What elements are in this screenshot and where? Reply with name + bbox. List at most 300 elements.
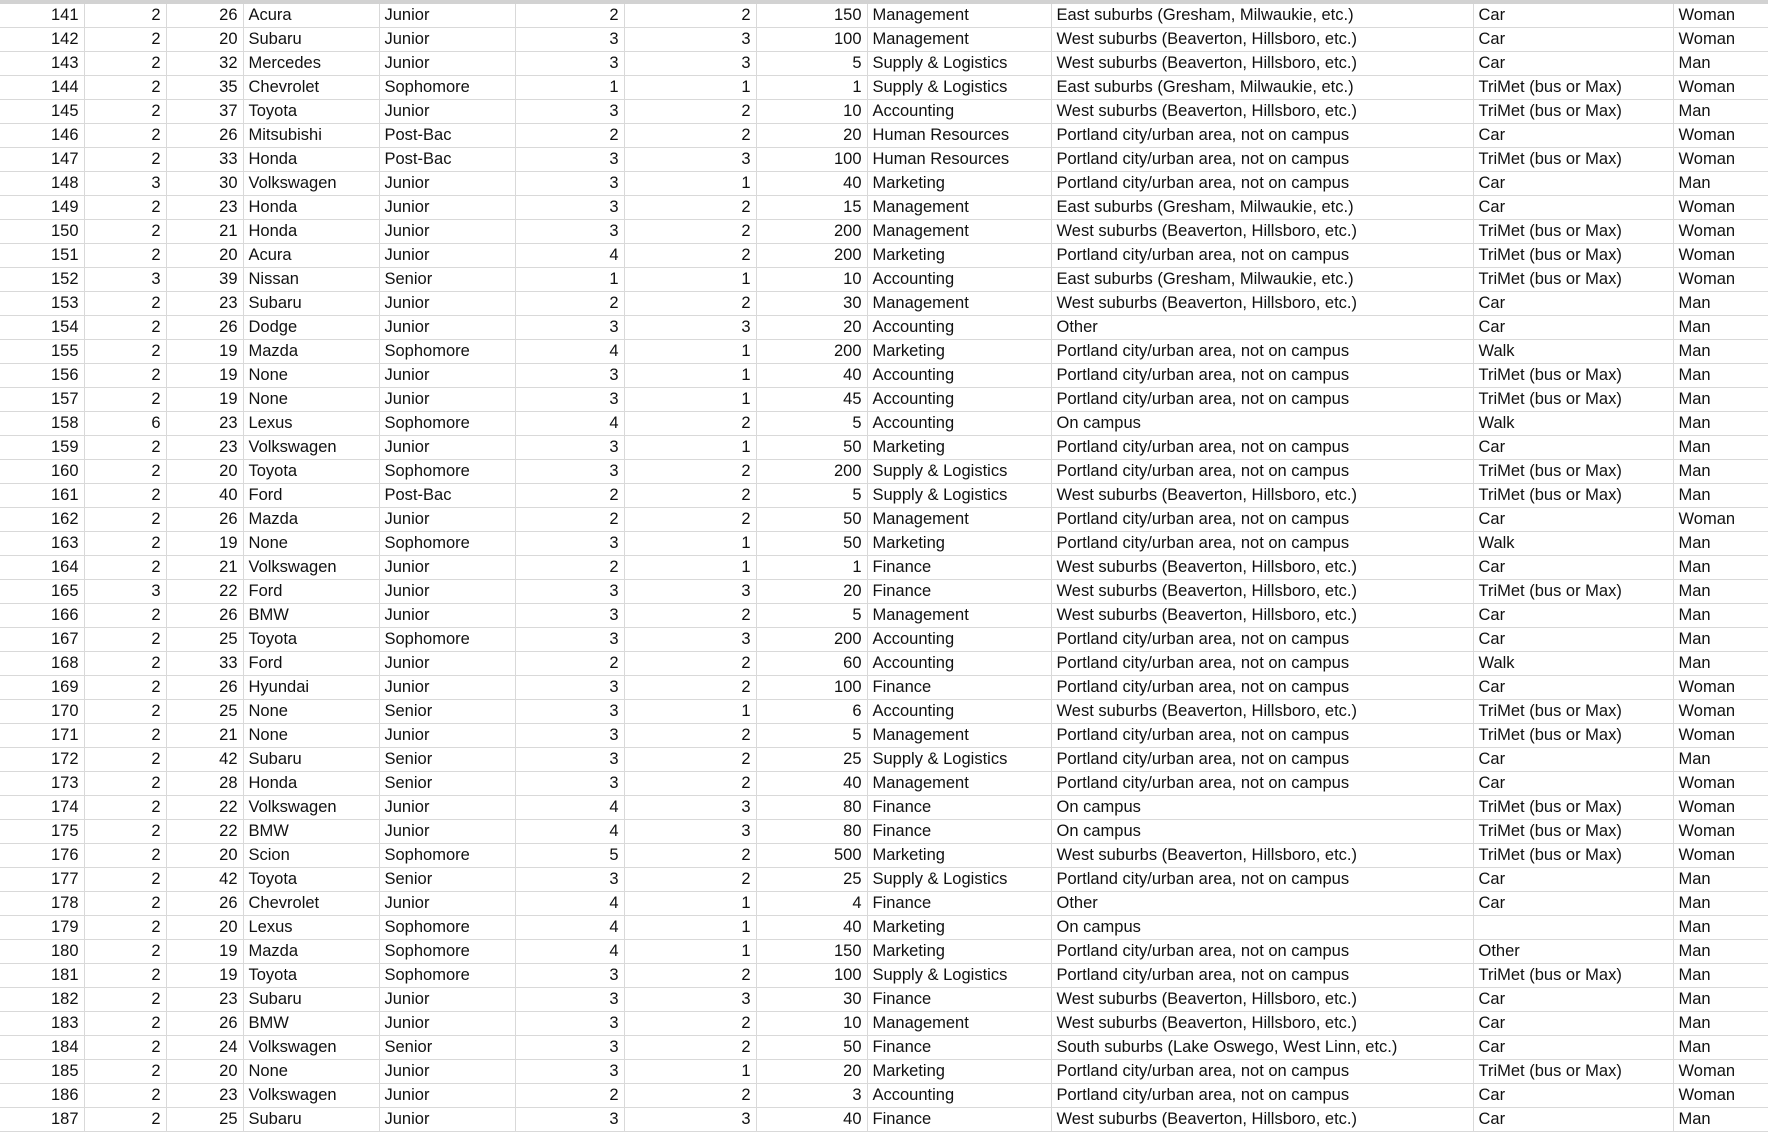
cell-residence[interactable]: East suburbs (Gresham, Milwaukie, etc.) [1051,196,1473,220]
cell-id[interactable]: 145 [0,100,84,124]
cell-class-standing[interactable]: Junior [379,508,515,532]
cell-col-b[interactable]: 2 [84,436,166,460]
cell-value[interactable]: 50 [756,436,867,460]
cell-col-g[interactable]: 3 [624,820,756,844]
cell-col-b[interactable]: 2 [84,508,166,532]
cell-class-standing[interactable]: Junior [379,28,515,52]
cell-col-g[interactable]: 2 [624,220,756,244]
cell-value[interactable]: 30 [756,988,867,1012]
cell-col-f[interactable]: 3 [515,388,624,412]
cell-major[interactable]: Accounting [867,364,1051,388]
cell-col-f[interactable]: 3 [515,1108,624,1132]
cell-gender[interactable]: Man [1673,916,1768,940]
cell-col-f[interactable]: 3 [515,532,624,556]
cell-id[interactable]: 166 [0,604,84,628]
cell-class-standing[interactable]: Sophomore [379,460,515,484]
cell-id[interactable]: 155 [0,340,84,364]
cell-col-b[interactable]: 2 [84,940,166,964]
cell-transport[interactable]: Walk [1473,340,1673,364]
cell-residence[interactable]: East suburbs (Gresham, Milwaukie, etc.) [1051,76,1473,100]
cell-age[interactable]: 37 [166,100,243,124]
cell-residence[interactable]: Portland city/urban area, not on campus [1051,508,1473,532]
cell-col-b[interactable]: 2 [84,556,166,580]
cell-id[interactable]: 143 [0,52,84,76]
cell-gender[interactable]: Man [1673,436,1768,460]
cell-col-g[interactable]: 2 [624,772,756,796]
cell-gender[interactable]: Woman [1673,676,1768,700]
cell-gender[interactable]: Woman [1673,700,1768,724]
cell-col-f[interactable]: 4 [515,940,624,964]
cell-gender[interactable]: Man [1673,1036,1768,1060]
cell-car-brand[interactable]: Ford [243,580,379,604]
cell-value[interactable]: 5 [756,724,867,748]
cell-id[interactable]: 146 [0,124,84,148]
cell-major[interactable]: Human Resources [867,124,1051,148]
cell-class-standing[interactable]: Sophomore [379,628,515,652]
cell-gender[interactable]: Man [1673,292,1768,316]
cell-age[interactable]: 20 [166,460,243,484]
cell-gender[interactable]: Woman [1673,268,1768,292]
cell-gender[interactable]: Woman [1673,1060,1768,1084]
cell-class-standing[interactable]: Sophomore [379,916,515,940]
cell-car-brand[interactable]: Volkswagen [243,796,379,820]
cell-col-b[interactable]: 2 [84,652,166,676]
cell-transport[interactable]: TriMet (bus or Max) [1473,148,1673,172]
cell-col-b[interactable]: 2 [84,772,166,796]
cell-transport[interactable]: Car [1473,604,1673,628]
cell-major[interactable]: Finance [867,988,1051,1012]
cell-gender[interactable]: Man [1673,868,1768,892]
cell-col-f[interactable]: 3 [515,28,624,52]
cell-id[interactable]: 152 [0,268,84,292]
cell-car-brand[interactable]: Volkswagen [243,172,379,196]
cell-col-f[interactable]: 3 [515,868,624,892]
cell-value[interactable]: 500 [756,844,867,868]
cell-class-standing[interactable]: Junior [379,892,515,916]
cell-transport[interactable]: TriMet (bus or Max) [1473,1060,1673,1084]
cell-id[interactable]: 141 [0,4,84,28]
cell-major[interactable]: Marketing [867,940,1051,964]
cell-transport[interactable]: Other [1473,940,1673,964]
cell-car-brand[interactable]: Toyota [243,868,379,892]
cell-age[interactable]: 25 [166,628,243,652]
cell-car-brand[interactable]: Subaru [243,748,379,772]
cell-value[interactable]: 150 [756,940,867,964]
cell-age[interactable]: 26 [166,508,243,532]
cell-age[interactable]: 21 [166,556,243,580]
cell-gender[interactable]: Woman [1673,76,1768,100]
cell-car-brand[interactable]: Honda [243,196,379,220]
cell-id[interactable]: 147 [0,148,84,172]
cell-age[interactable]: 35 [166,76,243,100]
cell-transport[interactable]: Walk [1473,412,1673,436]
cell-residence[interactable]: West suburbs (Beaverton, Hillsboro, etc.) [1051,52,1473,76]
cell-col-g[interactable]: 3 [624,316,756,340]
cell-col-g[interactable]: 1 [624,76,756,100]
cell-residence[interactable]: Portland city/urban area, not on campus [1051,340,1473,364]
cell-car-brand[interactable]: Honda [243,772,379,796]
cell-col-g[interactable]: 1 [624,172,756,196]
cell-class-standing[interactable]: Junior [379,1012,515,1036]
cell-age[interactable]: 22 [166,580,243,604]
cell-col-f[interactable]: 3 [515,316,624,340]
cell-class-standing[interactable]: Post-Bac [379,484,515,508]
cell-age[interactable]: 19 [166,388,243,412]
cell-id[interactable]: 142 [0,28,84,52]
cell-col-b[interactable]: 2 [84,796,166,820]
cell-age[interactable]: 33 [166,148,243,172]
cell-value[interactable]: 100 [756,964,867,988]
cell-transport[interactable]: Car [1473,892,1673,916]
cell-gender[interactable]: Man [1673,988,1768,1012]
cell-gender[interactable]: Man [1673,460,1768,484]
cell-age[interactable]: 32 [166,52,243,76]
cell-transport[interactable]: TriMet (bus or Max) [1473,388,1673,412]
cell-col-b[interactable]: 2 [84,364,166,388]
cell-transport[interactable]: Car [1473,436,1673,460]
cell-gender[interactable]: Woman [1673,796,1768,820]
cell-class-standing[interactable]: Junior [379,52,515,76]
cell-col-g[interactable]: 2 [624,412,756,436]
cell-col-g[interactable]: 1 [624,388,756,412]
cell-class-standing[interactable]: Junior [379,652,515,676]
cell-id[interactable]: 169 [0,676,84,700]
cell-value[interactable]: 60 [756,652,867,676]
cell-col-f[interactable]: 3 [515,772,624,796]
cell-residence[interactable]: West suburbs (Beaverton, Hillsboro, etc.) [1051,1108,1473,1132]
cell-col-g[interactable]: 2 [624,748,756,772]
cell-transport[interactable]: TriMet (bus or Max) [1473,484,1673,508]
cell-transport[interactable]: Car [1473,196,1673,220]
cell-col-g[interactable]: 2 [624,244,756,268]
cell-car-brand[interactable]: Volkswagen [243,556,379,580]
cell-residence[interactable]: On campus [1051,820,1473,844]
cell-gender[interactable]: Woman [1673,1084,1768,1108]
cell-class-standing[interactable]: Junior [379,100,515,124]
cell-residence[interactable]: Portland city/urban area, not on campus [1051,676,1473,700]
cell-value[interactable]: 40 [756,172,867,196]
cell-class-standing[interactable]: Junior [379,292,515,316]
cell-col-g[interactable]: 1 [624,892,756,916]
cell-col-b[interactable]: 3 [84,580,166,604]
cell-gender[interactable]: Man [1673,388,1768,412]
cell-col-g[interactable]: 3 [624,148,756,172]
cell-col-f[interactable]: 4 [515,244,624,268]
cell-class-standing[interactable]: Junior [379,388,515,412]
cell-col-g[interactable]: 2 [624,1036,756,1060]
cell-car-brand[interactable]: Dodge [243,316,379,340]
cell-major[interactable]: Marketing [867,436,1051,460]
cell-car-brand[interactable]: Toyota [243,460,379,484]
cell-major[interactable]: Human Resources [867,148,1051,172]
cell-col-f[interactable]: 3 [515,1036,624,1060]
cell-class-standing[interactable]: Sophomore [379,532,515,556]
cell-car-brand[interactable]: BMW [243,820,379,844]
cell-major[interactable]: Accounting [867,268,1051,292]
cell-col-g[interactable]: 1 [624,1060,756,1084]
cell-value[interactable]: 40 [756,364,867,388]
cell-car-brand[interactable]: Hyundai [243,676,379,700]
cell-id[interactable]: 164 [0,556,84,580]
cell-col-b[interactable]: 2 [84,1036,166,1060]
cell-col-b[interactable]: 2 [84,868,166,892]
cell-age[interactable]: 20 [166,28,243,52]
cell-transport[interactable]: TriMet (bus or Max) [1473,700,1673,724]
cell-major[interactable]: Accounting [867,412,1051,436]
cell-car-brand[interactable]: Mazda [243,340,379,364]
cell-id[interactable]: 181 [0,964,84,988]
cell-transport[interactable]: TriMet (bus or Max) [1473,364,1673,388]
cell-gender[interactable]: Man [1673,964,1768,988]
cell-major[interactable]: Finance [867,796,1051,820]
cell-gender[interactable]: Woman [1673,4,1768,28]
cell-value[interactable]: 200 [756,340,867,364]
cell-car-brand[interactable]: None [243,364,379,388]
cell-gender[interactable]: Man [1673,532,1768,556]
cell-col-g[interactable]: 1 [624,916,756,940]
cell-col-b[interactable]: 2 [84,628,166,652]
cell-age[interactable]: 21 [166,220,243,244]
cell-col-g[interactable]: 3 [624,628,756,652]
cell-col-b[interactable]: 2 [84,100,166,124]
cell-transport[interactable]: Car [1473,292,1673,316]
cell-id[interactable]: 150 [0,220,84,244]
cell-class-standing[interactable]: Junior [379,364,515,388]
cell-value[interactable]: 5 [756,484,867,508]
cell-value[interactable]: 5 [756,52,867,76]
cell-age[interactable]: 26 [166,316,243,340]
cell-major[interactable]: Supply & Logistics [867,868,1051,892]
cell-class-standing[interactable]: Sophomore [379,844,515,868]
cell-col-b[interactable]: 2 [84,4,166,28]
cell-class-standing[interactable]: Junior [379,172,515,196]
cell-col-f[interactable]: 4 [515,820,624,844]
cell-col-g[interactable]: 2 [624,196,756,220]
cell-col-b[interactable]: 2 [84,892,166,916]
cell-col-f[interactable]: 3 [515,724,624,748]
cell-major[interactable]: Marketing [867,340,1051,364]
cell-car-brand[interactable]: None [243,700,379,724]
cell-value[interactable]: 5 [756,604,867,628]
cell-class-standing[interactable]: Sophomore [379,412,515,436]
cell-col-f[interactable]: 3 [515,700,624,724]
cell-gender[interactable]: Man [1673,1012,1768,1036]
cell-transport[interactable]: Car [1473,52,1673,76]
cell-class-standing[interactable]: Junior [379,220,515,244]
cell-residence[interactable]: West suburbs (Beaverton, Hillsboro, etc.) [1051,556,1473,580]
cell-car-brand[interactable]: Lexus [243,916,379,940]
cell-transport[interactable]: Walk [1473,532,1673,556]
cell-transport[interactable]: TriMet (bus or Max) [1473,220,1673,244]
cell-col-b[interactable]: 2 [84,1060,166,1084]
cell-gender[interactable]: Man [1673,580,1768,604]
cell-col-f[interactable]: 3 [515,748,624,772]
cell-age[interactable]: 19 [166,964,243,988]
cell-residence[interactable]: Portland city/urban area, not on campus [1051,244,1473,268]
cell-value[interactable]: 15 [756,196,867,220]
cell-col-g[interactable]: 3 [624,580,756,604]
cell-value[interactable]: 80 [756,820,867,844]
cell-col-f[interactable]: 4 [515,916,624,940]
cell-major[interactable]: Management [867,196,1051,220]
cell-col-f[interactable]: 3 [515,580,624,604]
cell-gender[interactable]: Man [1673,604,1768,628]
cell-residence[interactable]: Portland city/urban area, not on campus [1051,460,1473,484]
cell-value[interactable]: 100 [756,676,867,700]
cell-transport[interactable]: Car [1473,4,1673,28]
cell-col-g[interactable]: 3 [624,796,756,820]
cell-value[interactable]: 3 [756,1084,867,1108]
cell-id[interactable]: 160 [0,460,84,484]
cell-major[interactable]: Marketing [867,916,1051,940]
cell-col-f[interactable]: 4 [515,340,624,364]
cell-major[interactable]: Management [867,292,1051,316]
cell-major[interactable]: Finance [867,1108,1051,1132]
cell-value[interactable]: 100 [756,28,867,52]
cell-age[interactable]: 21 [166,724,243,748]
cell-residence[interactable]: West suburbs (Beaverton, Hillsboro, etc.) [1051,1012,1473,1036]
cell-transport[interactable]: TriMet (bus or Max) [1473,964,1673,988]
cell-car-brand[interactable]: Mazda [243,508,379,532]
cell-col-g[interactable]: 2 [624,124,756,148]
cell-col-f[interactable]: 3 [515,1060,624,1084]
cell-class-standing[interactable]: Junior [379,556,515,580]
cell-age[interactable]: 26 [166,124,243,148]
cell-gender[interactable]: Woman [1673,124,1768,148]
cell-class-standing[interactable]: Sophomore [379,940,515,964]
cell-value[interactable]: 20 [756,1060,867,1084]
cell-col-f[interactable]: 3 [515,964,624,988]
cell-car-brand[interactable]: Volkswagen [243,436,379,460]
cell-class-standing[interactable]: Post-Bac [379,124,515,148]
cell-transport[interactable]: Car [1473,1084,1673,1108]
cell-residence[interactable]: Portland city/urban area, not on campus [1051,172,1473,196]
cell-car-brand[interactable]: Mazda [243,940,379,964]
cell-age[interactable]: 23 [166,412,243,436]
cell-transport[interactable]: TriMet (bus or Max) [1473,244,1673,268]
cell-id[interactable]: 156 [0,364,84,388]
cell-id[interactable]: 187 [0,1108,84,1132]
cell-col-f[interactable]: 3 [515,100,624,124]
cell-transport[interactable]: Car [1473,748,1673,772]
cell-transport[interactable]: TriMet (bus or Max) [1473,268,1673,292]
cell-residence[interactable]: Portland city/urban area, not on campus [1051,1060,1473,1084]
cell-id[interactable]: 151 [0,244,84,268]
cell-col-b[interactable]: 2 [84,460,166,484]
cell-car-brand[interactable]: Honda [243,220,379,244]
cell-class-standing[interactable]: Junior [379,436,515,460]
cell-id[interactable]: 183 [0,1012,84,1036]
cell-major[interactable]: Finance [867,892,1051,916]
cell-value[interactable]: 150 [756,4,867,28]
cell-gender[interactable]: Man [1673,892,1768,916]
cell-age[interactable]: 42 [166,748,243,772]
cell-id[interactable]: 168 [0,652,84,676]
cell-col-g[interactable]: 1 [624,268,756,292]
cell-car-brand[interactable]: Mercedes [243,52,379,76]
cell-major[interactable]: Finance [867,820,1051,844]
cell-age[interactable]: 39 [166,268,243,292]
cell-residence[interactable]: South suburbs (Lake Oswego, West Linn, etc.) [1051,1036,1473,1060]
cell-value[interactable]: 40 [756,772,867,796]
cell-col-g[interactable]: 3 [624,1108,756,1132]
cell-transport[interactable]: Car [1473,772,1673,796]
cell-gender[interactable]: Man [1673,172,1768,196]
cell-car-brand[interactable]: BMW [243,1012,379,1036]
cell-id[interactable]: 176 [0,844,84,868]
cell-col-b[interactable]: 2 [84,964,166,988]
cell-age[interactable]: 30 [166,172,243,196]
cell-age[interactable]: 26 [166,892,243,916]
cell-transport[interactable]: TriMet (bus or Max) [1473,724,1673,748]
cell-residence[interactable]: East suburbs (Gresham, Milwaukie, etc.) [1051,4,1473,28]
cell-class-standing[interactable]: Junior [379,1084,515,1108]
cell-residence[interactable]: On campus [1051,916,1473,940]
cell-car-brand[interactable]: Ford [243,652,379,676]
cell-value[interactable]: 200 [756,220,867,244]
cell-major[interactable]: Finance [867,556,1051,580]
cell-residence[interactable]: Portland city/urban area, not on campus [1051,148,1473,172]
cell-car-brand[interactable]: Toyota [243,100,379,124]
cell-id[interactable]: 171 [0,724,84,748]
cell-residence[interactable]: Portland city/urban area, not on campus [1051,868,1473,892]
cell-transport[interactable]: Car [1473,628,1673,652]
cell-gender[interactable]: Woman [1673,196,1768,220]
cell-class-standing[interactable]: Junior [379,1060,515,1084]
cell-gender[interactable]: Woman [1673,508,1768,532]
cell-transport[interactable]: Car [1473,508,1673,532]
cell-car-brand[interactable]: None [243,388,379,412]
cell-class-standing[interactable]: Senior [379,772,515,796]
cell-col-g[interactable]: 2 [624,844,756,868]
cell-col-b[interactable]: 2 [84,844,166,868]
cell-residence[interactable]: Portland city/urban area, not on campus [1051,532,1473,556]
cell-col-f[interactable]: 2 [515,4,624,28]
cell-class-standing[interactable]: Junior [379,244,515,268]
cell-value[interactable]: 10 [756,1012,867,1036]
cell-major[interactable]: Accounting [867,1084,1051,1108]
cell-transport[interactable]: Car [1473,988,1673,1012]
cell-col-b[interactable]: 2 [84,244,166,268]
cell-age[interactable]: 28 [166,772,243,796]
cell-gender[interactable]: Man [1673,484,1768,508]
cell-id[interactable]: 182 [0,988,84,1012]
cell-col-f[interactable]: 3 [515,628,624,652]
cell-age[interactable]: 23 [166,988,243,1012]
cell-id[interactable]: 186 [0,1084,84,1108]
cell-value[interactable]: 200 [756,244,867,268]
cell-residence[interactable]: West suburbs (Beaverton, Hillsboro, etc.) [1051,604,1473,628]
cell-gender[interactable]: Man [1673,652,1768,676]
cell-major[interactable]: Management [867,4,1051,28]
cell-residence[interactable]: Other [1051,316,1473,340]
cell-col-f[interactable]: 4 [515,892,624,916]
cell-car-brand[interactable]: Subaru [243,988,379,1012]
cell-residence[interactable]: Portland city/urban area, not on campus [1051,628,1473,652]
cell-col-g[interactable]: 1 [624,532,756,556]
cell-transport[interactable]: Car [1473,676,1673,700]
cell-residence[interactable]: Portland city/urban area, not on campus [1051,388,1473,412]
cell-col-g[interactable]: 2 [624,868,756,892]
cell-transport[interactable]: TriMet (bus or Max) [1473,796,1673,820]
cell-age[interactable]: 23 [166,292,243,316]
cell-residence[interactable]: Portland city/urban area, not on campus [1051,964,1473,988]
cell-col-b[interactable]: 2 [84,148,166,172]
cell-transport[interactable]: Car [1473,1108,1673,1132]
cell-age[interactable]: 40 [166,484,243,508]
cell-col-b[interactable]: 2 [84,316,166,340]
cell-value[interactable]: 40 [756,916,867,940]
